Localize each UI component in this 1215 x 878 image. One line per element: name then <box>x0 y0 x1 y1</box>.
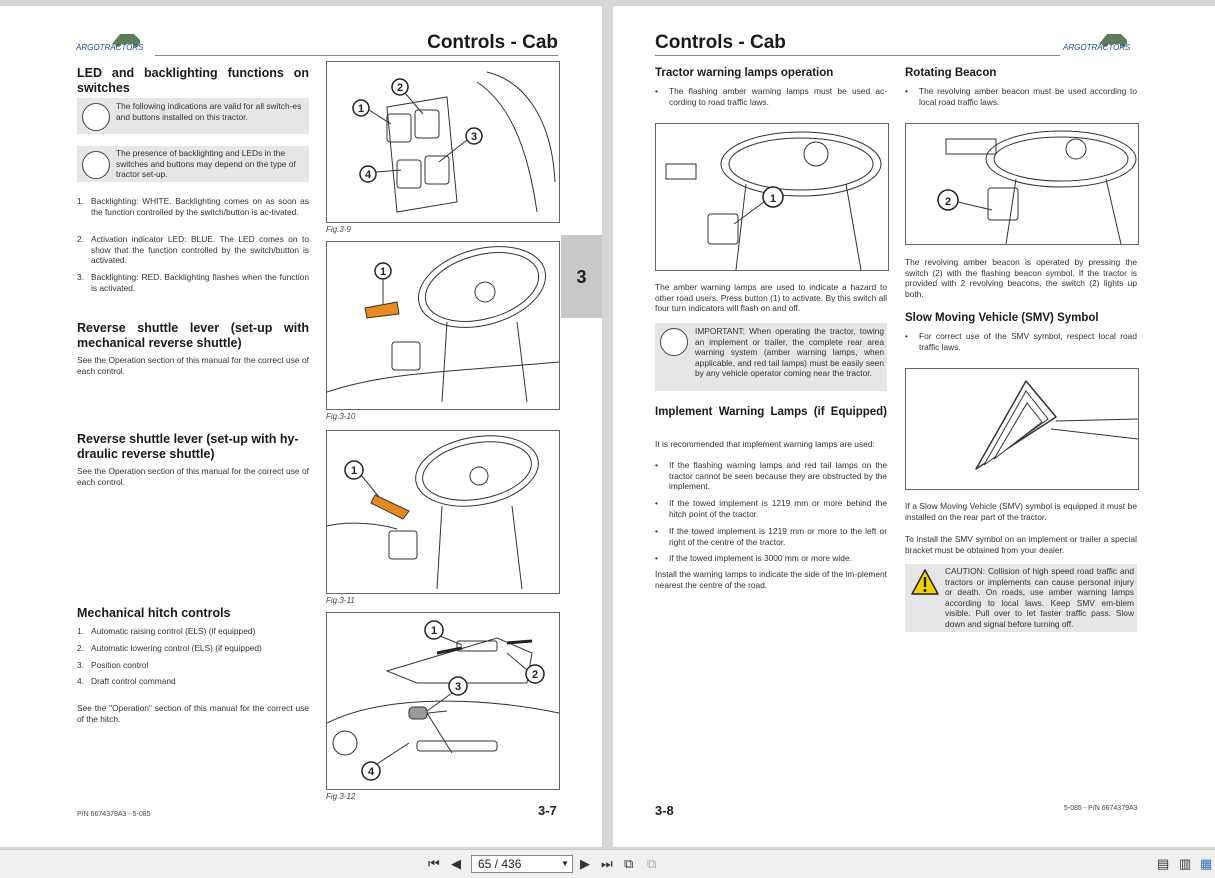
previous-page-icon[interactable]: ◀ <box>451 856 461 871</box>
page-number: 3-7 <box>538 803 557 818</box>
section-tab: 3 <box>561 235 602 318</box>
svg-text:2: 2 <box>944 196 952 208</box>
steering-wheel-illustration <box>656 124 888 270</box>
note-text: The presence of backlighting and LEDs in the switches and buttons may depend on the type of tractor set-up. <box>116 148 296 180</box>
implement-heading: Implement Warning Lamps (if Equipped) <box>655 406 887 418</box>
go-forward-icon[interactable]: ⧉ <box>647 856 657 871</box>
header-rule <box>155 55 558 56</box>
svg-text:4: 4 <box>364 169 372 181</box>
list-item: 1. Automatic raising control (ELS) (if equipped) <box>77 626 256 636</box>
hand-pointer-icon <box>82 151 110 179</box>
logo-brand: ARGO <box>1063 43 1087 52</box>
led-heading: LED and backlighting functions on switches <box>77 66 309 95</box>
figure-smv-symbol <box>905 368 1139 490</box>
figure-caption: Fig.3-10 <box>326 412 356 421</box>
continuous-view-icon[interactable]: ▥ <box>1179 856 1192 871</box>
smv-text-1: If a Slow Moving Vehicle (SMV) symbol is equipped it must be installed on the rear part of the tractor. <box>905 501 1137 522</box>
shuttle-hyd-text: See the Operation section of this manual for the correct use of each control. <box>77 466 309 487</box>
list-item: • If the towed implement is 1219 mm or more to the left or right of the centre of the tractor. <box>655 526 887 547</box>
right-page <box>613 6 1215 847</box>
svg-text:3: 3 <box>454 681 462 693</box>
beacon-heading: Rotating Beacon <box>905 67 997 79</box>
svg-text:2: 2 <box>396 82 404 94</box>
svg-text:1: 1 <box>350 465 358 477</box>
caution-box <box>905 564 1137 632</box>
page-indicator: 65 / 436 <box>478 857 522 871</box>
figure-beacon-switch <box>905 123 1139 245</box>
switch-panel-illustration <box>327 62 559 222</box>
implement-intro: It is recommended that implement warning lamps are used: <box>655 439 875 449</box>
svg-text:3: 3 <box>470 131 478 143</box>
shuttle-hyd-heading: Reverse shuttle lever (set-up with hy-draulic reverse shuttle) <box>77 432 299 461</box>
viewer-toolbar <box>0 849 1215 878</box>
hand-pointer-icon <box>660 328 688 356</box>
svg-text:1: 1 <box>769 193 777 205</box>
hitch-text: See the "Operation" section of this manual for the correct use of the hitch. <box>77 703 309 724</box>
smv-triangle-illustration <box>906 369 1138 489</box>
figure-hitch-controls <box>326 612 560 790</box>
figure-switches <box>326 61 560 223</box>
two-page-view-icon[interactable]: ▦ <box>1200 856 1213 871</box>
shuttle-mech-text: See the Operation section of this manual for the correct use of each control. <box>77 355 309 376</box>
footer-part-number: P/N 6674379A3 - 5-085 <box>77 811 151 818</box>
note-text: The following indications are valid for all switch-es and buttons installed on this tractor. <box>116 101 302 122</box>
svg-text:2: 2 <box>531 669 539 681</box>
svg-text:1: 1 <box>357 103 365 115</box>
figure-caption: Fig.3-12 <box>326 792 356 801</box>
go-back-icon[interactable]: ⧉ <box>624 856 634 871</box>
figure-caption: Fig.3-9 <box>326 225 351 234</box>
shuttle-mech-heading: Reverse shuttle lever (set-up with mechanical reverse shuttle) <box>77 321 309 350</box>
beacon-text: The revolving amber beacon is operated by pressing the switch (2) with the flashing beacon symbol. If the tractor is provided with 2 revolving beacons, the switch (2) lights up both. <box>905 257 1137 299</box>
page-number: 3-8 <box>655 803 674 818</box>
list-item: 1. Backlighting: WHITE. Backlighting comes on as soon as the function controlled by the switch/button is ac-tivated. <box>77 196 309 217</box>
caution-text: CAUTION: Collision of high speed road traffic and tractors or implements can cause personal injury or death. On roads, use amber warning lamps according to local laws. Keep SMV em-blem visible. Pull over to let faster traffic pass. Slow down and signal before turning off. <box>945 566 1134 629</box>
list-item: • The flashing amber warning lamps must be used ac-cording to road traffic laws. <box>655 86 887 107</box>
list-item: 4. Draft control command <box>77 676 176 686</box>
list-item: 3. Backlighting: RED. Backlighting flashes when the function is activated. <box>77 272 309 293</box>
warning-triangle-icon <box>910 568 940 596</box>
footer-part-number: 5-085 - P/N 6674379A3 <box>1064 805 1138 812</box>
page-selector[interactable] <box>471 855 573 873</box>
chevron-down-icon: ▼ <box>561 859 569 868</box>
list-item: • If the flashing warning lamps and red tail lamps on the tractor cannot be seen because they are obstructed by the implement. <box>655 460 887 492</box>
figure-warning-lamps <box>655 123 889 271</box>
implement-text: Install the warning lamps to indicate the side of the im-plement nearest the centre of the road. <box>655 569 887 590</box>
warning-lamps-heading: Tractor warning lamps operation <box>655 67 834 79</box>
left-page <box>0 6 602 847</box>
header-rule <box>655 55 1060 56</box>
list-item: • For correct use of the SMV symbol, respect local road traffic laws. <box>905 331 1137 352</box>
steering-wheel-illustration <box>906 124 1138 244</box>
smv-heading: Slow Moving Vehicle (SMV) Symbol <box>905 312 1099 324</box>
figure-caption: Fig.3-11 <box>326 596 355 605</box>
smv-text-2: To install the SMV symbol on an implement or trailer a special bracket must be obtained from your dealer. <box>905 534 1137 555</box>
important-note-text: IMPORTANT: When operating the tractor, towing an implement or trailer, the complete rear area warning system (amber warning lamps, when applicable, and red tail lamps) must be easily seen by any vehicle operator coming near the tractor. <box>695 326 884 379</box>
list-item: • The revolving amber beacon must be used according to local road traffic laws. <box>905 86 1137 107</box>
page-title: Controls - Cab <box>427 32 558 53</box>
hand-pointer-icon <box>82 103 110 131</box>
logo-suffix: TRACTORS <box>99 43 144 52</box>
figure-reverse-shuttle-mech <box>326 241 560 410</box>
hitch-console-illustration <box>327 613 559 789</box>
logo-suffix: TRACTORS <box>1086 43 1131 52</box>
note-box <box>77 98 309 134</box>
first-page-icon[interactable]: ⏮ <box>428 856 440 871</box>
svg-text:1: 1 <box>379 266 387 278</box>
single-page-view-icon[interactable]: ▤ <box>1157 856 1170 871</box>
list-item: 3. Position control <box>77 660 149 670</box>
list-item: 2. Activation indicator LED: BLUE. The LED comes on to show that the function controlled by the switch/button is activated. <box>77 234 309 266</box>
svg-text:4: 4 <box>367 766 375 778</box>
important-note <box>655 323 887 391</box>
list-item: 2. Automatic lowering control (ELS) (if equipped) <box>77 643 262 653</box>
steering-wheel-illustration <box>327 242 559 409</box>
list-item: • If the towed implement is 3000 mm or more wide. <box>655 553 852 563</box>
list-item: • If the towed implement is 1219 mm or more behind the hitch point of the tractor. <box>655 498 887 519</box>
steering-wheel-illustration <box>327 431 559 593</box>
note-box <box>77 146 309 182</box>
last-page-icon[interactable]: ⏭ <box>601 856 613 871</box>
warning-lamps-text: The amber warning lamps are used to indicate a hazard to other road users. Press button (1) to activate. By this switch all four turn indicators will flash on and off. <box>655 282 887 314</box>
figure-reverse-shuttle-hyd <box>326 430 560 594</box>
logo-brand: ARGO <box>76 43 100 52</box>
page-title: Controls - Cab <box>655 32 786 53</box>
svg-text:1: 1 <box>430 625 438 637</box>
hitch-heading: Mechanical hitch controls <box>77 606 231 620</box>
next-page-icon[interactable]: ▶ <box>580 856 590 871</box>
